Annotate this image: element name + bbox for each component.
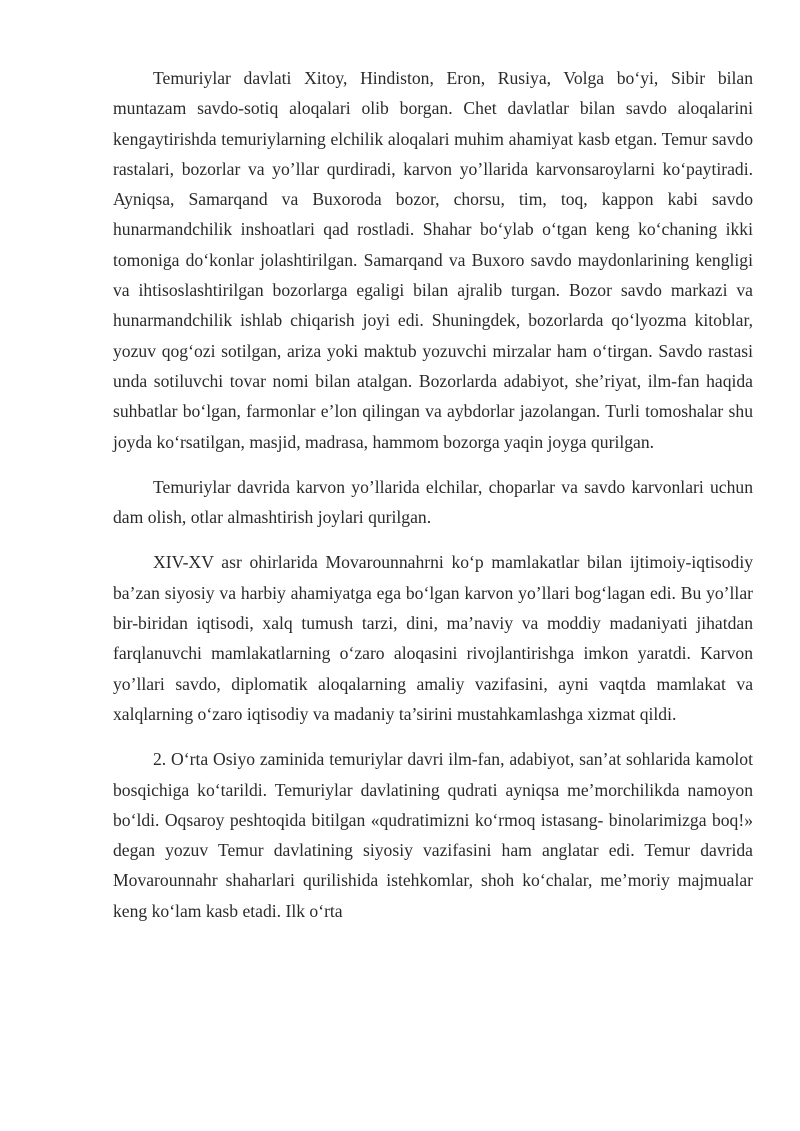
- paragraph-caravan-stations: Temuriylar davrida karvon yo’llarida elchilar, choparlar va savdo karvonlari uchun dam olish, otlar almashtirish joylari qurilgan.: [113, 476, 753, 528]
- paragraph-caravan-routes: XIV-XV asr ohirlarida Movarounnahrni ko‘p mamlakatlar bilan ijtimoiy-iqtisodiy ba’zan siyosiy va harbiy ahamiyatga ega bo‘lgan karvon yo’llari bog‘lagan edi. Bu yo’llar bir-biridan iqtisodi, xalq tumush tarzi, dini, ma’naviy va moddiy madaniyati jihatdan farqlanuvchi mamlakatlarning o‘zaro aloqasini rivojlantirishga imkon yaratdi. Karvon yo’llari savdo, diplomatik aloqalarning amaliy vazifasini, ayni vaqtda mamlakat va xalqlarning o‘zaro iqtisodiy va madaniy ta’sirini mustahkamlashga xizmat qildi.: [113, 552, 753, 724]
- paragraph-trade-relations: Temuriylar davlati Xitoy, Hindiston, Eron, Rusiya, Volga bo‘yi, Sibir bilan muntazam savdo-sotiq aloqalari olib borgan. Chet davlatlar bilan savdo aloqalarini kengaytirishda temuriylarning elchilik aloqalari muhim ahamiyat kasb etgan. Temur savdo rastalari, bozorlar va yo’llar qurdiradi, karvon yo’llarida karvonsaroylarni ko‘paytiradi. Ayniqsa, Samarqand va Buxoroda bozor, chorsu, tim, toq, kappon kabi savdo hunarmandchilik inshoatlari qad rostladi. Shahar bo‘ylab o‘tgan keng ko‘chaning ikki tomoniga do‘konlar jolashtirilgan. Samarqand va Buxoro savdo maydonlarining kengligi va ihtisoslashtirilgan bozorlarga egaligi bilan ajralib turgan. Bozor savdo markazi va hunarmandchilik ishlab chiqarish joyi edi. Shuningdek, bozorlarda qo‘lyozma kitoblar, yozuv qog‘ozi sotilgan, ariza yoki maktub yozuvchi mirzalar ham o‘tirgan. Savdo rastasi unda sotiluvchi tovar nomi bilan atalgan. Bozorlarda adabiyot, she’riyat, ilm-fan haqida suhbatlar bo‘lgan, farmonlar e’lon qilingan va aybdorlar jazolangan. Turli tomoshalar shu joyda ko‘rsatilgan, masjid, madrasa, hammom bozorga yaqin joyga qurilgan.: [113, 68, 753, 452]
- paragraph-architecture: 2. O‘rta Osiyo zaminida temuriylar davri ilm-fan, adabiyot, san’at sohlarida kamolot bosqichiga ko‘tarildi. Temuriylar davlatining qudrati ayniqsa me’morchilikda namoyon bo‘ldi. Oqsaroy peshtoqida bitilgan «qudratimizni ko‘rmoq istasang- binolarimizga boq!» degan yozuv Temur davlatining siyosiy vazifasini ham anglatar edi. Temur davrida Movarounnahr shaharlari qurilishida istehkomlar, shoh ko‘chalar, me’moriy majmualar keng ko‘lam kasb etadi. Ilk o‘rta: [113, 749, 753, 921]
- document-page: [113, 63, 753, 941]
